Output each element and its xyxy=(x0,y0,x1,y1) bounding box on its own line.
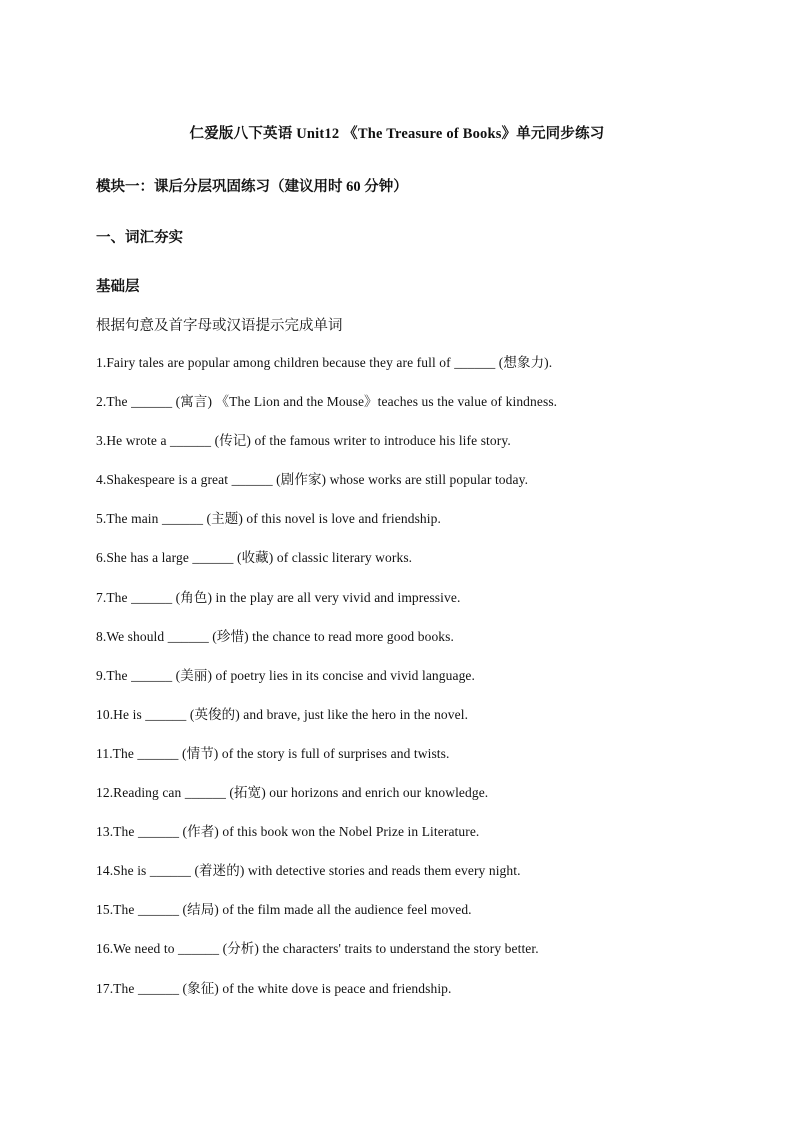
exercise-item: 10.He is ______ (英俊的) and brave, just like the hero in the novel. xyxy=(96,706,469,722)
exercise-item: 15.The ______ (结局) of the film made all the audience feel moved. xyxy=(96,902,472,918)
exercise-item: 2.The ______ (寓言) 《The Lion and the Mouse》teaches us the value of kindness. xyxy=(96,394,558,410)
exercise-item: 8.We should ______ (珍惜) the chance to read more good books. xyxy=(96,628,454,644)
exercise-item: 14.She is ______ (着迷的) with detective stories and reads them every night. xyxy=(96,863,521,879)
exercise-item: 9.The ______ (美丽) of poetry lies in its concise and vivid language. xyxy=(96,667,475,683)
exercise-item: 11.The ______ (情节) of the story is full of surprises and twists. xyxy=(96,745,450,761)
exercise-item: 5.The main ______ (主题) of this novel is love and friendship. xyxy=(96,511,441,527)
exercise-item: 13.The ______ (作者) of this book won the Nobel Prize in Literature. xyxy=(96,824,480,840)
document-title: 仁爱版八下英语 Unit12 《The Treasure of Books》单元同步练习 xyxy=(189,126,605,142)
module-heading: 模块一：课后分层巩固练习（建议用时 60 分钟） xyxy=(96,179,408,195)
exercise-item: 6.She has a large ______ (收藏) of classic literary works. xyxy=(96,550,413,566)
exercise-item: 16.We need to ______ (分析) the characters' traits to understand the story better. xyxy=(96,941,539,957)
exercise-list xyxy=(96,354,716,1019)
exercise-item: 17.The ______ (象征) of the white dove is peace and friendship. xyxy=(96,980,452,996)
exercise-item: 1.Fairy tales are popular among children because they are full of ______ (想象力). xyxy=(96,355,553,370)
exercise-item: 3.He wrote a ______ (传记) of the famous writer to introduce his life story. xyxy=(96,433,511,449)
level-heading: 基础层 xyxy=(96,279,140,295)
exercise-item: 4.Shakespeare is a great ______ (剧作家) whose works are still popular today. xyxy=(96,472,529,488)
section-heading: 一、词汇夯实 xyxy=(96,230,183,246)
exercise-item: 12.Reading can ______ (拓宽) our horizons and enrich our knowledge. xyxy=(96,785,489,801)
exercise-item: 7.The ______ (角色) in the play are all very vivid and impressive. xyxy=(96,589,461,605)
exercise-instruction: 根据句意及首字母或汉语提示完成单词 xyxy=(96,318,343,334)
